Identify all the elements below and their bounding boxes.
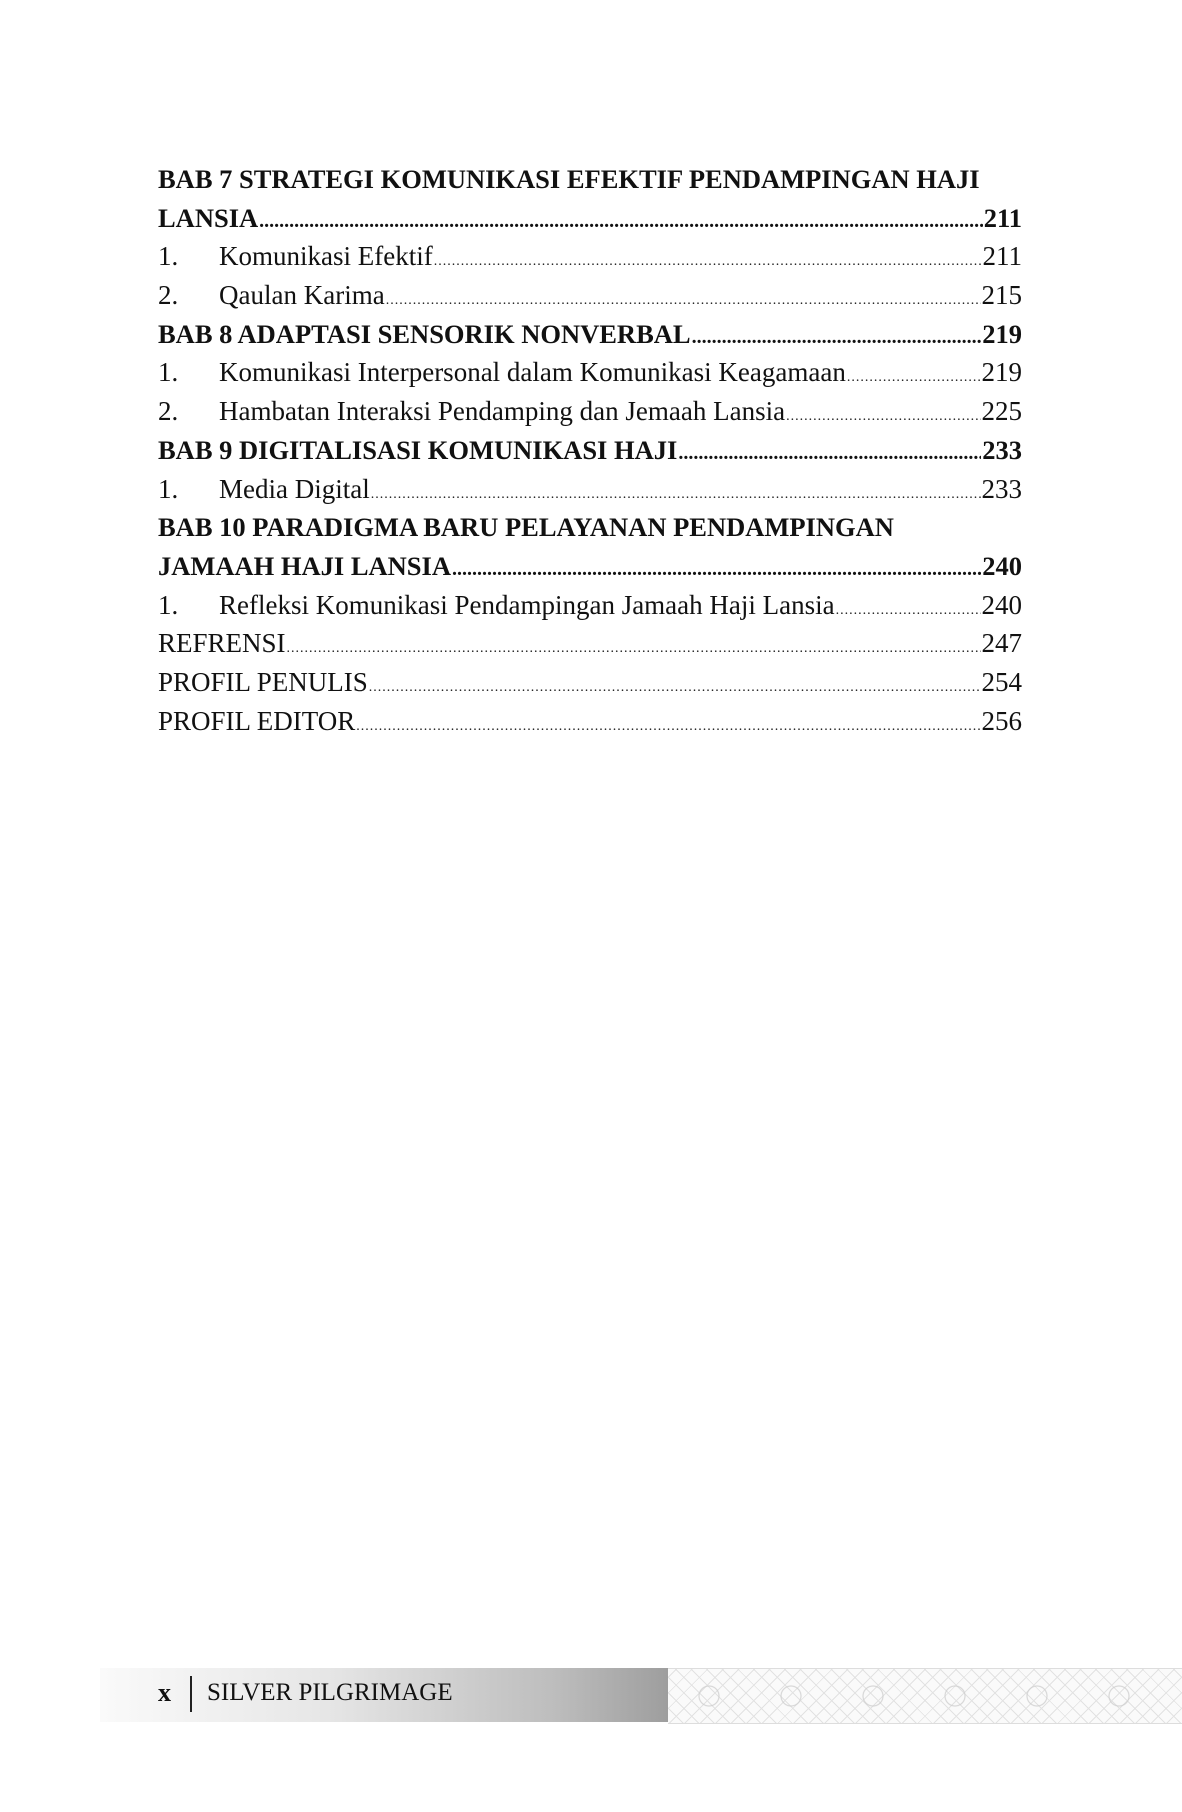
toc-section-entry[interactable] [158,586,1022,625]
toc-chapter-title-line[interactable] [158,160,1022,199]
dot-leader [371,476,981,509]
dot-leader [452,550,981,586]
toc-entry[interactable] [158,663,1022,702]
dot-leader [434,243,982,276]
toc-entry-title: PROFIL PENULIS [158,666,368,697]
toc-page-number: 225 [981,396,1022,427]
table-of-contents [158,160,1022,740]
toc-chapter-entry[interactable] [158,547,1022,586]
toc-page-number: 247 [981,628,1022,659]
toc-page-number: 256 [981,705,1022,736]
toc-entry-number: 1. [158,473,179,504]
toc-page-number: 240 [982,550,1022,581]
toc-entry-title: Qaulan Karima [219,280,385,311]
toc-section-entry[interactable] [158,353,1022,392]
toc-page-number: 211 [982,241,1022,272]
toc-entry-title: Komunikasi Interpersonal dalam Komunikasi Keagamaan [219,357,846,388]
toc-section-entry[interactable] [158,392,1022,431]
toc-page-number: 233 [981,473,1022,504]
toc-entry-title: Media Digital [219,473,370,504]
toc-page-number: 254 [981,666,1022,697]
toc-entry-title: BAB 7 STRATEGI KOMUNIKASI EFEKTIF PENDAMPINGAN HAJI [158,164,980,194]
toc-entry-title: PROFIL EDITOR [158,705,356,736]
toc-entry[interactable] [158,702,1022,741]
toc-page-number: 233 [982,434,1022,465]
toc-entry-title: Refleksi Komunikasi Pendampingan Jamaah Haji Lansia [219,589,835,620]
toc-chapter-entry[interactable] [158,199,1022,238]
footer-divider [190,1676,192,1712]
dot-leader [847,359,981,392]
toc-section-entry[interactable] [158,276,1022,315]
toc-page-number: 219 [982,318,1022,349]
page-footer [100,1668,1182,1722]
dot-leader [369,669,981,702]
toc-entry-number: 2. [158,396,179,427]
toc-entry-title: Hambatan Interaksi Pendamping dan Jemaah Lansia [219,396,786,427]
toc-entry-number: 1. [158,241,179,272]
toc-page-number: 211 [983,202,1022,233]
toc-entry-title: Komunikasi Efektif [219,241,433,272]
page-number: x [158,1678,171,1707]
toc-chapter-entry[interactable] [158,315,1022,354]
dot-leader [786,398,980,431]
toc-page-number: 215 [981,280,1022,311]
toc-section-entry[interactable] [158,470,1022,509]
toc-entry[interactable] [158,624,1022,663]
dot-leader [678,434,981,470]
toc-entry-title: JAMAAH HAJI LANSIA [158,550,451,581]
toc-entry-number: 1. [158,589,179,620]
book-title: SILVER PILGRIMAGE [207,1679,453,1706]
dot-leader [386,282,981,315]
toc-entry-title: REFRENSI [158,628,286,659]
dot-leader [356,708,980,741]
dot-leader [692,318,982,354]
dot-leader [287,630,981,663]
toc-chapter-title-line[interactable] [158,508,1022,547]
toc-entry-number: 1. [158,357,179,388]
toc-page-number: 219 [981,357,1022,388]
toc-chapter-entry[interactable] [158,431,1022,470]
toc-entry-title: BAB 10 PARADIGMA BARU PELAYANAN PENDAMPINGAN [158,512,894,543]
toc-entry-title: BAB 8 ADAPTASI SENSORIK NONVERBAL [158,318,691,349]
toc-entry-number: 2. [158,280,179,311]
dot-leader [836,592,981,625]
dot-leader [259,202,983,238]
toc-entry-title: LANSIA [158,202,259,233]
toc-page-number: 240 [981,589,1022,620]
toc-section-entry[interactable] [158,237,1022,276]
toc-entry-title: BAB 9 DIGITALISASI KOMUNIKASI HAJI [158,434,678,465]
footer-ornament [668,1668,1182,1724]
